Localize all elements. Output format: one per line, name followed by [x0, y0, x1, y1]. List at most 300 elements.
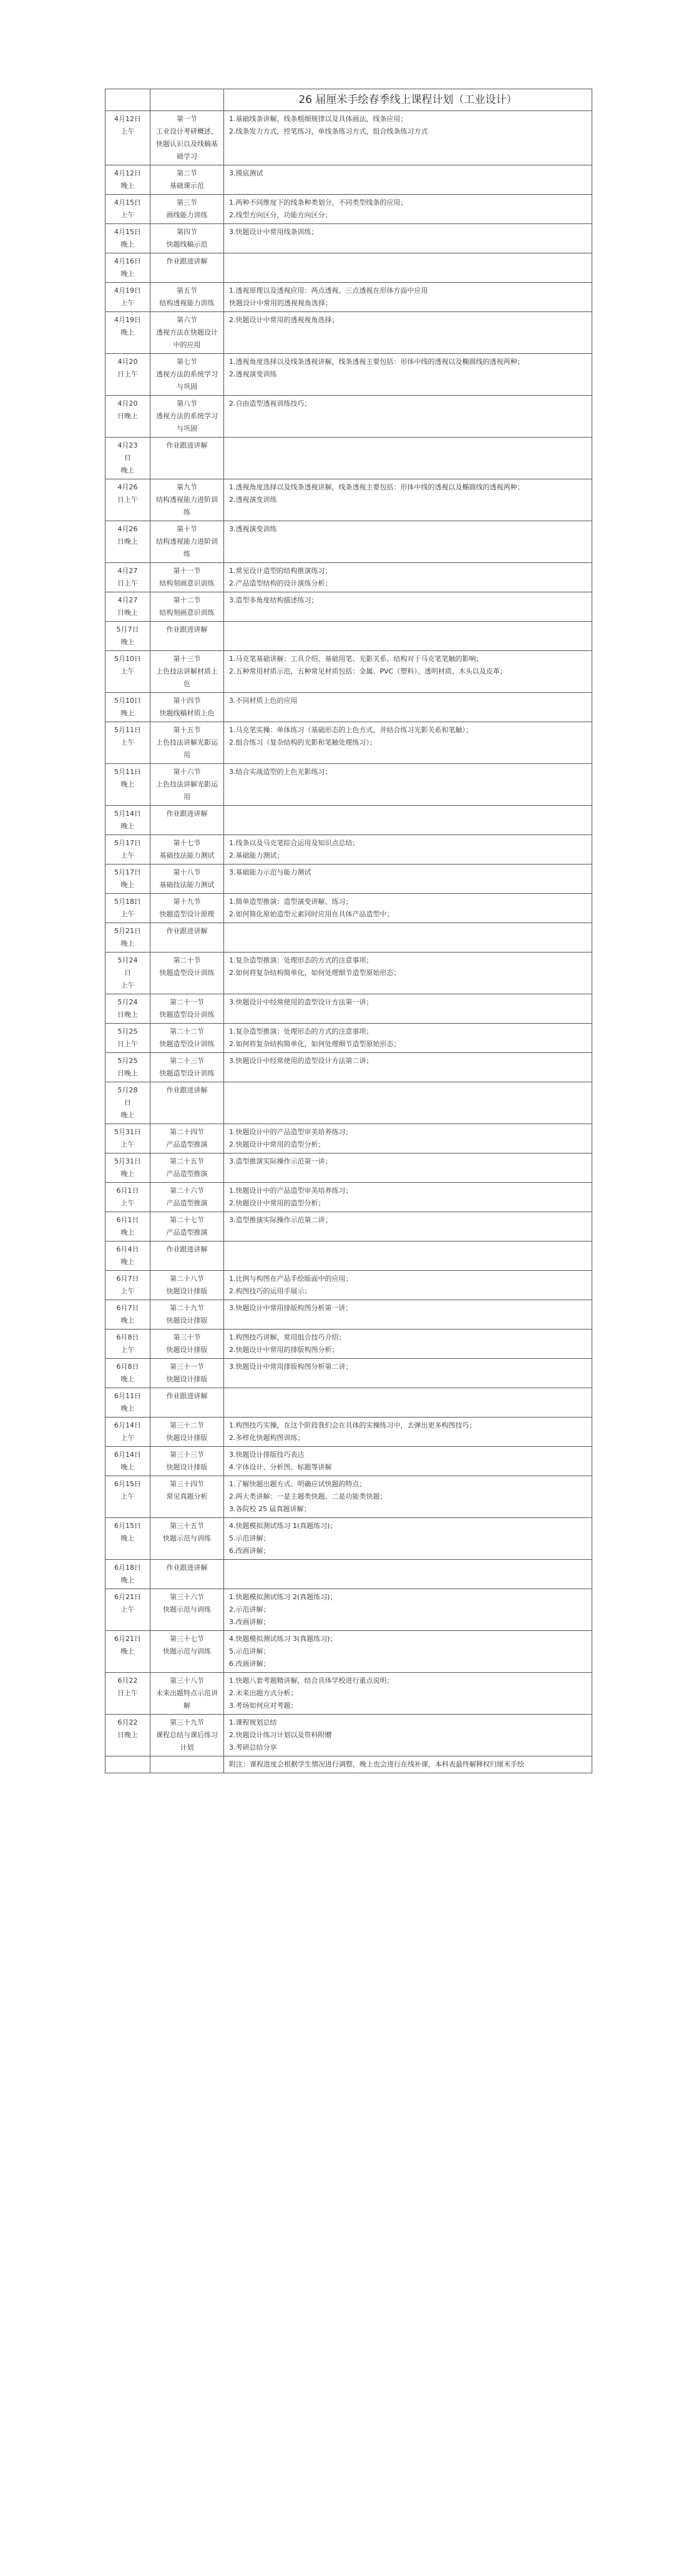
date-line: 5月31日	[114, 1157, 141, 1165]
session-line: 第三十八节	[170, 1677, 204, 1685]
date-cell	[105, 835, 150, 864]
date-cell	[105, 953, 150, 994]
content-cell	[224, 1418, 592, 1447]
date-line: 4月20	[117, 399, 138, 408]
session-cell	[150, 693, 224, 722]
session-line: 结构透视能力训练	[159, 299, 215, 307]
schedule-row	[105, 354, 592, 396]
date-line: 日	[124, 1099, 131, 1107]
session-cell	[150, 354, 224, 396]
session-cell	[150, 1388, 224, 1418]
session-line: 工业设计考研概述、快题认识以及线稿基础学习	[156, 127, 218, 160]
date-line: 5月10日	[114, 697, 141, 705]
content-cell	[224, 354, 592, 396]
session-cell	[150, 165, 224, 195]
date-cell	[105, 1053, 150, 1082]
session-cell	[150, 1359, 224, 1388]
date-line: 晚上	[120, 1228, 135, 1237]
content-cell	[224, 994, 592, 1024]
date-line: 上午	[120, 1287, 135, 1295]
date-line: 上午	[120, 1605, 135, 1614]
session-cell	[150, 864, 224, 894]
session-cell	[150, 651, 224, 693]
content-line: 2.未来出题方式分析；	[229, 1689, 298, 1697]
session-line: 第三十七节	[170, 1635, 204, 1643]
session-line: 结构透视能力进阶训练	[156, 496, 218, 516]
date-line: 日上午	[117, 370, 138, 378]
session-line: 第二十七节	[170, 1216, 204, 1224]
content-line: 1.透视角度选择以及线条透视讲解，线条透视主要包括：形体中线的透视以及椭圆线的透视两种；	[229, 483, 524, 491]
session-line: 作业跟进讲解	[166, 810, 208, 818]
session-line: 作业跟进讲解	[166, 625, 208, 634]
date-line: 晚上	[120, 240, 135, 248]
content-line: 1.基础线条讲解，线条粗细规律以及具体画法，线条应用；	[229, 115, 408, 123]
date-line: 晚上	[120, 881, 135, 889]
date-cell	[105, 111, 150, 165]
content-line: 附注：课程进度会根据学生情况进行调整，晚上也会进行在线补课，本科表最终解释权归厘米手绘	[229, 1760, 524, 1768]
session-line: 第三节	[177, 198, 197, 207]
session-line: 第三十四节	[170, 1480, 204, 1488]
date-line: 6月14日	[114, 1421, 141, 1429]
content-line: 2.产品造型结构的设计演练分析；	[229, 579, 332, 587]
schedule-row	[105, 1589, 592, 1631]
session-line: 第二十九节	[170, 1304, 204, 1312]
content-cell	[224, 1715, 592, 1756]
date-line: 4月27	[117, 567, 138, 575]
content-cell	[224, 1673, 592, 1715]
content-cell	[224, 283, 592, 312]
schedule-row	[105, 1300, 592, 1330]
date-line: 上午	[120, 981, 135, 989]
session-line: 第十节	[177, 525, 197, 533]
date-line: 4月26	[117, 525, 138, 533]
schedule-row	[105, 1082, 592, 1124]
content-line: 2.示范讲解；	[229, 1605, 270, 1614]
session-cell	[150, 253, 224, 283]
schedule-row	[105, 563, 592, 592]
session-line: 第二十一节	[170, 998, 204, 1006]
schedule-row	[105, 1418, 592, 1447]
date-line: 5月7日	[116, 625, 139, 634]
session-line: 第二十三节	[170, 1057, 204, 1065]
date-cell	[105, 479, 150, 521]
content-cell	[224, 1241, 592, 1271]
session-cell	[150, 224, 224, 253]
content-line: 3.摸底测试	[229, 169, 263, 177]
content-cell	[224, 253, 592, 283]
schedule-row	[105, 835, 592, 864]
date-line: 晚上	[120, 1647, 135, 1655]
session-cell	[150, 953, 224, 994]
content-cell	[224, 1388, 592, 1418]
content-cell	[224, 622, 592, 651]
date-cell	[105, 283, 150, 312]
schedule-row	[105, 1359, 592, 1388]
session-line: 快题线稿材质上色	[159, 709, 215, 717]
content-line: 2.五种常用材质示范，五种常见材质包括：金属、PVC（塑料）、透明材质、木头以及皮革；	[229, 667, 507, 675]
date-line: 上午	[120, 211, 135, 219]
date-cell	[105, 864, 150, 894]
schedule-row	[105, 1053, 592, 1082]
session-cell	[150, 994, 224, 1024]
session-cell	[150, 1053, 224, 1082]
content-line: 3.透视演变训练	[229, 525, 277, 533]
session-line: 产品造型推演	[166, 1140, 208, 1148]
title-row	[105, 89, 592, 111]
session-line: 快题设计排版	[166, 1287, 208, 1295]
session-line: 第四节	[177, 228, 197, 236]
date-line: 晚上	[120, 939, 135, 948]
session-cell	[150, 1447, 224, 1476]
content-line: 1.线条以及马克笔综合运用及知识点总结；	[229, 839, 359, 847]
content-cell	[224, 1053, 592, 1082]
schedule-row	[105, 1241, 592, 1271]
date-cell	[105, 396, 150, 438]
session-line: 第三十节	[173, 1333, 201, 1341]
content-cell	[224, 1300, 592, 1330]
content-line: 6.改画讲解；	[229, 1547, 270, 1555]
date-cell	[105, 1631, 150, 1673]
session-line: 透视方法的系统学习与巩固	[156, 370, 218, 391]
content-cell	[224, 1271, 592, 1300]
date-line: 5月28	[117, 1086, 138, 1094]
schedule-row	[105, 312, 592, 354]
content-cell	[224, 1560, 592, 1589]
schedule-row	[105, 1447, 592, 1476]
date-line: 日	[124, 454, 131, 462]
session-cell	[150, 806, 224, 835]
session-cell	[150, 1631, 224, 1673]
date-line: 日晚上	[117, 412, 138, 420]
content-line: 2.快题设计中常用的造型分析；	[229, 1140, 325, 1148]
schedule-row	[105, 1715, 592, 1756]
session-line: 第二十二节	[170, 1027, 204, 1036]
schedule-row	[105, 111, 592, 165]
session-cell	[150, 563, 224, 592]
date-line: 6月14日	[114, 1451, 141, 1459]
schedule-row	[105, 1212, 592, 1241]
session-cell	[150, 438, 224, 479]
session-cell	[150, 1715, 224, 1756]
content-line: 5.示范讲解；	[229, 1647, 270, 1655]
date-line: 4月15日	[114, 198, 141, 207]
date-line: 6月22	[117, 1718, 138, 1726]
session-line: 课程总结与课后练习计划	[156, 1731, 218, 1751]
date-line: 晚上	[120, 1576, 135, 1584]
schedule-row	[105, 592, 592, 622]
date-line: 日晚上	[117, 537, 138, 546]
session-line: 基础技法能力测试	[159, 851, 215, 859]
content-line: 1.快题模拟测试练习 2(真题练习)；	[229, 1593, 337, 1601]
session-line: 快题示范与训练	[163, 1534, 211, 1542]
session-line: 快题线稿示范	[166, 240, 208, 248]
session-line: 第三十六节	[170, 1593, 204, 1601]
content-line: 2.两大类讲解：一是主题类快题、二是功能类快题；	[229, 1492, 387, 1501]
session-line: 第十八节	[173, 868, 201, 876]
content-cell	[224, 1756, 592, 1773]
schedule-row	[105, 195, 592, 224]
date-line: 晚上	[120, 780, 135, 788]
session-line: 第三十五节	[170, 1522, 204, 1530]
content-cell	[224, 1153, 592, 1183]
date-line: 4月12日	[114, 169, 141, 177]
schedule-row	[105, 994, 592, 1024]
content-cell	[224, 165, 592, 195]
schedule-row	[105, 693, 592, 722]
date-cell	[105, 1300, 150, 1330]
date-line: 上午	[120, 1434, 135, 1442]
session-cell	[150, 1330, 224, 1359]
session-line: 快题造型设计训练	[159, 1069, 215, 1077]
date-line: 6月7日	[116, 1304, 139, 1312]
content-cell	[224, 1589, 592, 1631]
session-line: 产品造型推演	[166, 1228, 208, 1237]
date-cell	[105, 1518, 150, 1560]
date-line: 6月15日	[114, 1522, 141, 1530]
session-cell	[150, 622, 224, 651]
content-line: 6.改画讲解；	[229, 1660, 270, 1668]
date-cell	[105, 1756, 150, 1773]
date-line: 上午	[120, 738, 135, 747]
session-line: 第七节	[177, 358, 197, 366]
session-line: 第二十四节	[170, 1128, 204, 1136]
content-line: 3.考场如何应对考题；	[229, 1702, 298, 1710]
session-cell	[150, 1673, 224, 1715]
content-line: 3.快题设计中常用线条训练；	[229, 228, 318, 236]
content-cell	[224, 1476, 592, 1518]
date-line: 6月11日	[114, 1392, 141, 1400]
schedule-row	[105, 253, 592, 283]
date-cell	[105, 224, 150, 253]
content-line: 2.透视演变训练	[229, 370, 277, 378]
session-cell	[150, 722, 224, 764]
session-line: 快题造型设计原理	[159, 910, 215, 918]
session-line: 第五节	[177, 286, 197, 295]
session-line: 作业跟进讲解	[166, 1392, 208, 1400]
session-line: 快题设计排版	[166, 1434, 208, 1442]
schedule-row	[105, 651, 592, 693]
schedule-row	[105, 1388, 592, 1418]
session-line: 基础技法能力测试	[159, 881, 215, 889]
session-line: 第三十二节	[170, 1421, 204, 1429]
date-line: 日上午	[117, 496, 138, 504]
session-line: 快题造型设计训练	[159, 969, 215, 977]
date-line: 5月24	[117, 998, 138, 1006]
date-cell	[105, 1124, 150, 1153]
content-line: 1.构图技巧讲解，常用组合技巧介绍；	[229, 1333, 346, 1341]
page-title: 26 届厘米手绘春季线上课程计划（工业设计）	[224, 89, 592, 111]
schedule-row	[105, 1024, 592, 1053]
date-line: 日	[124, 969, 131, 977]
session-line: 快题示范与训练	[163, 1605, 211, 1614]
date-line: 晚上	[120, 328, 135, 336]
content-line: 5.示范讲解；	[229, 1534, 270, 1542]
date-cell	[105, 1082, 150, 1124]
session-cell	[150, 1476, 224, 1518]
content-line: 3.基础能力示范与能力测试	[229, 868, 311, 876]
content-cell	[224, 651, 592, 693]
session-line: 第三十一节	[170, 1363, 204, 1371]
session-cell	[150, 1212, 224, 1241]
session-line: 结构透视能力进阶训练	[156, 537, 218, 558]
content-line: 1.透视角度选择以及线条透视讲解，线条透视主要包括：形体中线的透视以及椭圆线的透视两种；	[229, 358, 524, 366]
date-cell	[105, 1673, 150, 1715]
schedule-row	[105, 806, 592, 835]
session-cell	[150, 835, 224, 864]
content-cell	[224, 521, 592, 563]
date-line: 6月8日	[116, 1333, 139, 1341]
content-line: 3.快题设计中经常使用的造型设计方法第一讲；	[229, 998, 373, 1006]
content-line: 3.快题设计中经常使用的造型设计方法第二讲；	[229, 1057, 373, 1065]
date-line: 5月25	[117, 1057, 138, 1065]
date-line: 4月20	[117, 358, 138, 366]
session-line: 第十九节	[173, 898, 201, 906]
session-line: 快题造型设计训练	[159, 1040, 215, 1048]
content-cell	[224, 923, 592, 953]
date-line: 晚上	[120, 1463, 135, 1471]
session-line: 结构刻画意识训练	[159, 609, 215, 617]
date-cell	[105, 693, 150, 722]
content-cell	[224, 111, 592, 165]
session-line: 快题设计排版	[166, 1375, 208, 1383]
date-line: 日晚上	[117, 1011, 138, 1019]
date-cell	[105, 764, 150, 806]
session-cell	[150, 592, 224, 622]
date-line: 5月14日	[114, 810, 141, 818]
schedule-row	[105, 165, 592, 195]
session-line: 上色技法讲解材质上色	[156, 667, 218, 688]
content-cell	[224, 835, 592, 864]
session-line: 第二十五节	[170, 1157, 204, 1165]
date-cell	[105, 1560, 150, 1589]
date-line: 日晚上	[117, 1069, 138, 1077]
date-line: 6月4日	[116, 1245, 139, 1253]
content-line: 4.快题模拟测试练习 3(真题练习)；	[229, 1635, 337, 1643]
date-line: 4月15日	[114, 228, 141, 236]
date-line: 5月17日	[114, 839, 141, 847]
session-line: 第二十节	[173, 956, 201, 964]
schedule-row	[105, 1183, 592, 1212]
date-line: 6月1日	[116, 1216, 139, 1224]
session-line: 结构刻画意识训练	[159, 579, 215, 587]
content-cell	[224, 563, 592, 592]
content-cell	[224, 953, 592, 994]
schedule-row	[105, 224, 592, 253]
date-line: 5月17日	[114, 868, 141, 876]
session-line: 快题设计排版	[166, 1316, 208, 1325]
session-line: 上色技法讲解光影运用	[156, 738, 218, 759]
content-cell	[224, 312, 592, 354]
content-line: 2.如何将复杂结构简单化，如何处理细节造型原始形态；	[229, 969, 401, 977]
content-cell	[224, 722, 592, 764]
content-cell	[224, 224, 592, 253]
date-cell	[105, 592, 150, 622]
date-line: 6月1日	[116, 1187, 139, 1195]
content-line: 2.如何简化原始造型元素同时应用在具体产品造型中；	[229, 910, 394, 918]
date-cell	[105, 354, 150, 396]
content-line: 1.复杂造型推演：处理形态的方式的注意事项；	[229, 1027, 373, 1036]
session-cell	[150, 195, 224, 224]
date-line: 晚上	[120, 1170, 135, 1178]
content-line: 3.快题设计中常用排版构图分析第一讲；	[229, 1304, 353, 1312]
content-cell	[224, 479, 592, 521]
session-cell	[150, 1271, 224, 1300]
date-line: 日上午	[117, 579, 138, 587]
date-cell	[105, 722, 150, 764]
date-cell	[105, 622, 150, 651]
content-line: 4.快题模拟测试练习 1(真题练习)；	[229, 1522, 337, 1530]
content-line: 2.自由造型透视训练技巧；	[229, 399, 311, 408]
session-cell	[150, 396, 224, 438]
content-cell	[224, 1518, 592, 1560]
content-cell	[224, 1359, 592, 1388]
date-line: 晚上	[120, 182, 135, 190]
date-cell	[105, 1388, 150, 1418]
content-line: 1.马克笔实操：单体练习（基础形态的上色方式，并结合练习光影关系和笔触）；	[229, 726, 472, 734]
content-cell	[224, 764, 592, 806]
date-line: 6月15日	[114, 1480, 141, 1488]
date-line: 日上午	[117, 1040, 138, 1048]
date-line: 上午	[120, 1492, 135, 1501]
content-line: 3.造型多角度结构描述练习；	[229, 596, 318, 604]
date-line: 4月26	[117, 483, 138, 491]
content-line: 1.快题八套考题精讲解，结合具体学校进行重点说明；	[229, 1677, 394, 1685]
session-cell	[150, 312, 224, 354]
date-cell	[105, 1271, 150, 1300]
date-cell	[105, 1589, 150, 1631]
session-line: 第十五节	[173, 726, 201, 734]
content-line: 3.造型推演实际操作示范第一讲；	[229, 1157, 332, 1165]
content-line: 3.考研总结分享	[229, 1743, 277, 1751]
content-cell	[224, 894, 592, 923]
content-line: 3.各院校 25 届真题讲解；	[229, 1505, 311, 1513]
session-line: 快题设计排版	[166, 1463, 208, 1471]
content-cell	[224, 864, 592, 894]
session-cell	[150, 1518, 224, 1560]
schedule-row	[105, 1756, 592, 1773]
schedule-row	[105, 1271, 592, 1300]
schedule-row	[105, 479, 592, 521]
session-line: 常见真题分析	[166, 1492, 208, 1501]
course-schedule-table	[105, 89, 592, 1773]
schedule-row	[105, 722, 592, 764]
date-line: 5月18日	[114, 898, 141, 906]
schedule-row	[105, 396, 592, 438]
session-line: 第二十八节	[170, 1275, 204, 1283]
content-line: 2.组合练习（复杂结构的光影和笔触处理练习）；	[229, 738, 376, 747]
schedule-row	[105, 438, 592, 479]
session-cell	[150, 1756, 224, 1773]
session-line: 作业跟进讲解	[166, 1086, 208, 1094]
schedule-row	[105, 1330, 592, 1359]
session-line: 透视方法在快题设计中的应用	[156, 328, 218, 349]
content-cell	[224, 693, 592, 722]
date-line: 6月22	[117, 1677, 138, 1685]
content-line: 4.字体设计、分析图、标题等讲解	[229, 1463, 332, 1471]
session-line: 产品造型推演	[166, 1170, 208, 1178]
session-cell	[150, 283, 224, 312]
session-line: 快题设计排版	[166, 1346, 208, 1354]
schedule-row	[105, 1124, 592, 1153]
date-cell	[105, 438, 150, 479]
schedule-row	[105, 1476, 592, 1518]
session-line: 作业跟进讲解	[166, 257, 208, 265]
session-line: 第三十九节	[170, 1718, 204, 1726]
content-line: 3.不同材质上色的应用	[229, 697, 298, 705]
content-cell	[224, 396, 592, 438]
date-cell	[105, 1024, 150, 1053]
date-line: 5月31日	[114, 1128, 141, 1136]
